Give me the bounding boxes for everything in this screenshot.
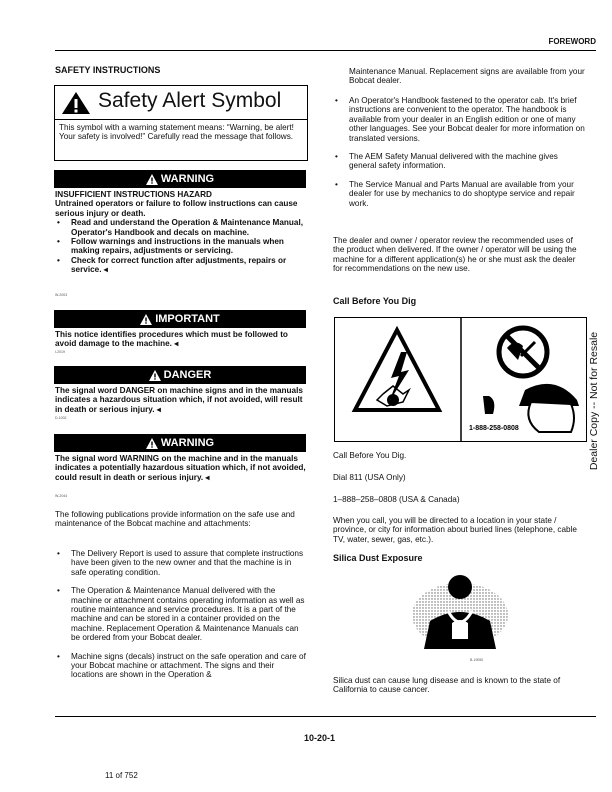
continued-text: Maintenance Manual. Replacement signs are available from your Bobcat dealer. (349, 67, 585, 86)
call-before-dig-image (334, 317, 587, 442)
warning-bar-1 (54, 170, 306, 188)
publications-intro: The following publications provide information on the safe use and maintenance of the Bobcat machine and attachments: (55, 510, 295, 529)
call-text: When you call, you will be directed to a location in your state / province, or city for information about buried lines (telephone, cable TV, water, sewer, gas, etc.). (333, 516, 577, 544)
alert-symbol-text: This symbol with a warning statement means: “Warning, be alert! Your safety is involved!” Carefully read the message that follows. (59, 123, 294, 142)
warning-triangle-icon (149, 370, 161, 381)
publications-list (55, 549, 307, 680)
warning-1-bullet: • Follow warnings and instructions in the manuals when making repairs, adjustments or servicing. (55, 237, 307, 256)
warning-label-2: WARNING (160, 437, 215, 449)
dig-phone-label: 1-888-258-0808 (469, 425, 519, 432)
warning-2-code: W-2044 (55, 494, 68, 498)
important-code: I-2019 (55, 350, 65, 354)
important-text: This notice identifies procedures which must be followed to avoid damage to the machine. ◂ (55, 330, 288, 349)
header-section: FOREWORD (548, 37, 596, 46)
warning-1-bullet: • Read and understand the Operation & Maintenance Manual, Operator's Handbook and decals on machine. (55, 218, 307, 237)
phone-number: 1–888–258–0808 (USA & Canada) (333, 495, 460, 504)
warning-triangle-icon (146, 174, 158, 185)
warning-1-heading: INSUFFICIENT INSTRUCTIONS HAZARD (55, 190, 212, 199)
alert-symbol-box (54, 85, 308, 161)
warning-bar-2 (54, 434, 306, 452)
dig-title: Call Before You Dig (333, 296, 417, 306)
silica-title: Silica Dust Exposure (333, 553, 423, 563)
dig-illustration (335, 318, 586, 441)
publication-item: • The Service Manual and Parts Manual are available from your dealer for use by mechanics to do shoptype service and repair work. (333, 180, 585, 208)
warning-1-bullet: • Check for correct function after adjustments, repairs or service. ◂ (55, 256, 307, 275)
section-number: 10-20-1 (304, 733, 336, 743)
danger-bar (54, 366, 306, 384)
dial-811: Dial 811 (USA Only) (333, 473, 406, 482)
warning-triangle-icon (146, 438, 158, 449)
important-label: IMPORTANT (155, 313, 220, 325)
silica-illustration (410, 571, 510, 663)
dealer-text: The dealer and owner / operator review the recommended uses of the product when delivered. If the owner / operator will be using the machine for a different application(s) he or she must ask the dealer for recommendations on the new use. (333, 236, 577, 274)
header-rule (55, 50, 596, 51)
warning-2-text: The signal word WARNING on the machine and in the manuals indicates a potentially hazardous situation which, if not avoided, could result in death or serious injury. ◂ (55, 454, 306, 482)
dig-caption: Call Before You Dig. (333, 451, 407, 460)
page-counter: 11 of 752 (105, 771, 138, 780)
silica-text: Silica dust can cause lung disease and is known to the state of California to cause cancer. (333, 676, 561, 695)
right-bullets (333, 96, 585, 208)
warning-label-1: WARNING (160, 173, 215, 185)
danger-text: The signal word DANGER on machine signs and in the manuals indicates a hazardous situation which, if not avoided, will result in death or serious injury. ◂ (55, 386, 303, 414)
publication-item: • An Operator's Handbook fastened to the operator cab. It's brief instructions are convenient to the operator. The handbook is available from your dealer in an English edition or one of many other languages. See your Bobcat dealer for more information on translated versions. (333, 96, 585, 143)
danger-code: D-1002 (55, 416, 67, 420)
publication-item: • The Operation & Maintenance Manual delivered with the machine or attachment contains operating information as well as routine maintenance and service procedures. It is a part of the machine and can be stored in a container provided on the machine. Replacement Operation & Maintenance Manuals can be ordered from your Bobcat dealer. (55, 586, 307, 642)
important-bar (54, 310, 306, 328)
warning-triangle-icon (140, 314, 152, 325)
footer-rule (55, 716, 596, 717)
silica-dust-image (410, 571, 510, 663)
watermark-text: Dealer Copy -- Not for Resale (588, 331, 600, 471)
safety-title: SAFETY INSTRUCTIONS (55, 65, 161, 75)
publication-item: • The Delivery Report is used to assure that complete instructions have been given to the new owner and that the machine is in safe operating condition. (55, 549, 307, 577)
danger-label: DANGER (163, 369, 212, 381)
warning-1-subheading: Untrained operators or failure to follow instructions can cause serious injury or death. (55, 199, 298, 218)
warning-1-block (55, 190, 307, 275)
warning-triangle-icon (61, 91, 91, 115)
warning-1-code: W-2003 (55, 293, 68, 297)
silica-code: B-19050 (470, 658, 484, 662)
publication-item: • The AEM Safety Manual delivered with the machine gives general safety information. (333, 152, 585, 171)
alert-symbol-title: Safety Alert Symbol (98, 89, 282, 112)
dealer-copy-watermark (584, 316, 604, 486)
publication-item: • Machine signs (decals) instruct on the safe operation and care of your Bobcat machine or attachment. The signs and their locations are shown in the Operation & (55, 652, 307, 680)
